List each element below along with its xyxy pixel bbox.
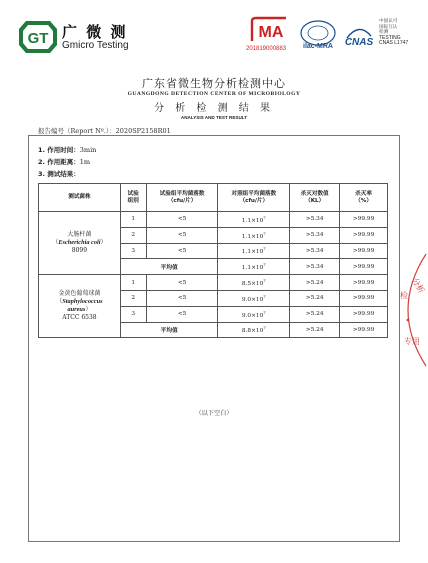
- condition-distance: 2. 作用距离：1m: [38, 158, 91, 166]
- results-table: [38, 183, 388, 338]
- cma-mark-icon: [248, 15, 294, 45]
- table-row: 金黄色葡萄球菌 （Staphylococcus aureus） ATCC 6538 1 <5 $8.5\times 10^7$ >5.24 >99.99: [39, 275, 388, 291]
- strain-cell-ecoli: 大肠杆菌 （Escherichia coli） 8099: [39, 212, 121, 275]
- gmicro-logo-icon: [18, 20, 58, 54]
- report-number: 报告编号（Report Nº.）：2020SP2158R01: [38, 127, 171, 135]
- svg-text:检: 检: [400, 291, 408, 300]
- blank-below-note: （以下空白）: [195, 410, 233, 417]
- table-row-average: 平均值 $1.1\times 10^7$ >5.34 >99.99: [39, 259, 388, 275]
- table-row: 2 <5 $9.0\times 10^7$ >5.24 >99.99: [39, 290, 388, 306]
- report-title-cn: 分 析 检 测 结 果: [154, 103, 274, 114]
- table-row-average: 平均值 $8.8\times 10^7$ >5.24 >99.99: [39, 322, 388, 338]
- center-title-cn: 广东省微生物分析检测中心: [142, 77, 286, 90]
- header-strain: 测试菌株: [39, 184, 121, 212]
- table-row: 2 <5 $1.1\times 10^7$ >5.34 >99.99: [39, 227, 388, 243]
- company-name-en: Gmicro Testing: [62, 40, 129, 51]
- ilac-mra-icon: [298, 19, 338, 51]
- condition-result: 3. 测试结果：: [38, 170, 80, 178]
- svg-text:CNAS: CNAS: [344, 37, 374, 48]
- report-title-en: ANALYSIS AND TEST RESULT: [180, 115, 248, 120]
- strain-cell-saureus: 金黄色葡萄球菌 （Staphylococcus aureus） ATCC 6538: [39, 275, 121, 338]
- table-header-row: [39, 184, 388, 212]
- table-row: 3 <5 $1.1\times 10^7$ >5.34 >99.99: [39, 243, 388, 259]
- header-control-avg: 对照组平均菌落数 （cfu/片）: [218, 184, 290, 212]
- svg-text:GT: GT: [27, 30, 49, 47]
- svg-text:MA: MA: [258, 24, 284, 41]
- cma-code: 201819000883: [246, 46, 287, 52]
- seal-stamp-icon: [386, 250, 428, 370]
- table-row: 3 <5 $9.0\times 10^7$ >5.24 >99.99: [39, 306, 388, 322]
- header-log-value: 杀灭对数值 （KL）: [290, 184, 340, 212]
- header-kill-rate: 杀灭率 （%）: [340, 184, 388, 212]
- header-group: 试验 组别: [120, 184, 146, 212]
- table-row: 大肠杆菌 （Escherichia coli） 8099 1 <5 $1.1\times 10^7$ >5.34 >99.99: [39, 212, 388, 228]
- company-name-cn: 广 微 测: [62, 23, 128, 41]
- svg-text:分析: 分析: [410, 276, 427, 295]
- center-title-en: GUANGDONG DETECTION CENTER OF MICROBIOLOGY: [127, 91, 301, 97]
- cnas-mark-icon: [343, 24, 375, 50]
- svg-text:ilac-MRA: ilac-MRA: [303, 43, 333, 50]
- condition-time: 1. 作用时间：3min: [38, 146, 97, 154]
- header-test-avg: 试验组平均菌落数 （cfu/片）: [146, 184, 218, 212]
- cnas-caption: 中国认可 国际互认 检测 TESTING CNAS L1747: [379, 19, 409, 47]
- svg-text:专用: 专用: [404, 337, 420, 346]
